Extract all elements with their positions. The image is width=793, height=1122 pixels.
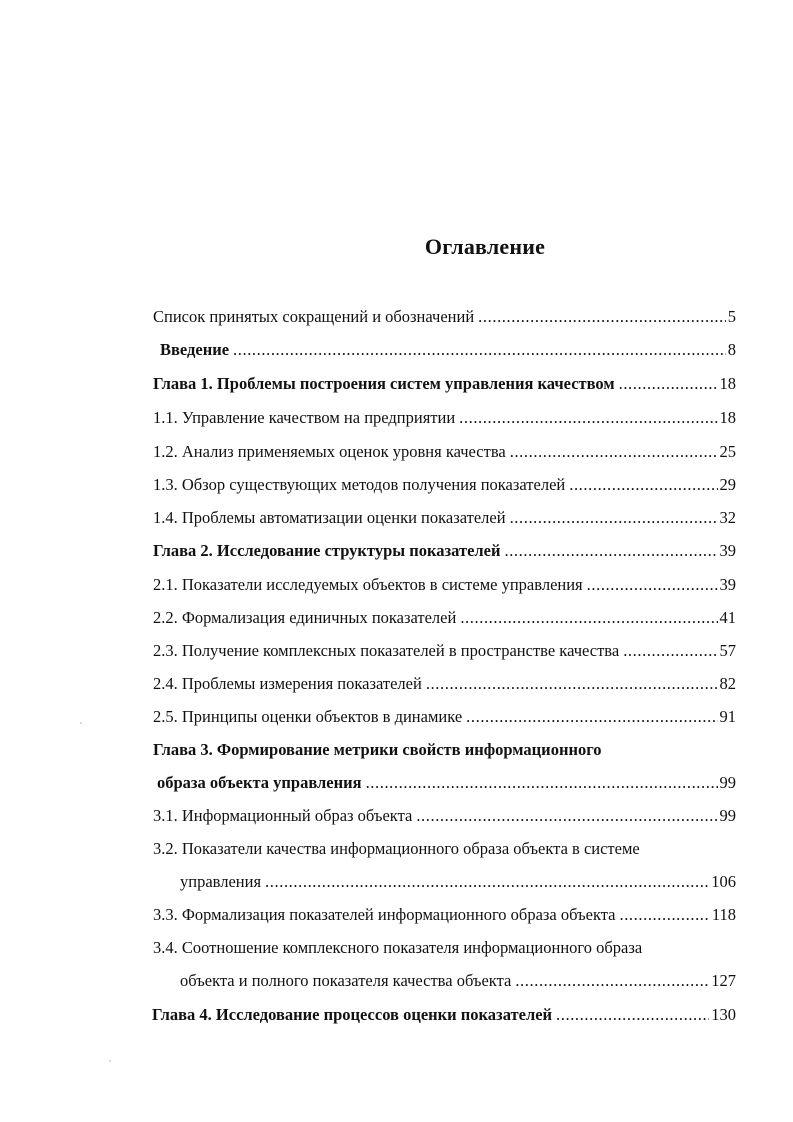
toc-leader-dots xyxy=(478,304,726,330)
toc-entry-label: 3.1. Информационный образ объекта xyxy=(153,806,413,825)
toc-entry-introduction[interactable] xyxy=(160,337,736,363)
toc-entry-label: 2.3. Получение комплексных показателей в пространстве качества xyxy=(153,641,620,660)
scan-speck xyxy=(80,722,82,724)
toc-entry-page: 32 xyxy=(719,508,736,527)
scan-speck xyxy=(109,1060,111,1062)
toc-entry-label: образа объекта управления xyxy=(157,773,362,792)
toc-leader-dots xyxy=(265,869,709,895)
toc-leader-dots xyxy=(366,770,718,796)
toc-entry-label: 1.1. Управление качеством на предприятии xyxy=(153,408,456,427)
toc-chapter-3-line1[interactable]: Глава 3. Формирование метрики свойств информационного xyxy=(153,740,602,759)
toc-entry-page: 99 xyxy=(719,806,736,825)
toc-leader-dots xyxy=(515,968,709,994)
toc-entry-page: 106 xyxy=(711,872,736,891)
toc-entry-label: 2.5. Принципы оценки объектов в динамике xyxy=(153,707,463,726)
toc-leader-dots xyxy=(460,605,717,631)
toc-section-1-1[interactable] xyxy=(153,405,736,431)
toc-chapter-2[interactable] xyxy=(153,538,736,564)
toc-entry-label: 2.2. Формализация единичных показателей xyxy=(153,608,457,627)
toc-section-3-2-line1[interactable]: 3.2. Показатели качества информационного образа объекта в системе xyxy=(153,839,640,858)
toc-leader-dots xyxy=(587,572,718,598)
toc-entry-label: 2.1. Показатели исследуемых объектов в системе управления xyxy=(153,575,583,594)
page-title: Оглавление xyxy=(424,234,546,259)
toc-section-3-3[interactable] xyxy=(153,902,736,928)
toc-entry-page: 127 xyxy=(711,971,736,990)
toc-section-3-4-line1[interactable]: 3.4. Соотношение комплексного показателя информационного образа xyxy=(153,938,643,957)
toc-entry-label: Глава 1. Проблемы построения систем управления качеством xyxy=(153,374,615,393)
toc-entry-label: Глава 2. Исследование структуры показателей xyxy=(153,541,501,560)
toc-section-1-4[interactable] xyxy=(153,505,736,531)
toc-entry-label: 2.4. Проблемы измерения показателей xyxy=(153,674,422,693)
toc-entry-page: 39 xyxy=(719,575,736,594)
toc-entry-page: 39 xyxy=(719,541,736,560)
toc-section-2-5[interactable] xyxy=(153,704,736,730)
toc-entry-page: 29 xyxy=(719,475,736,494)
toc-entry-page: 130 xyxy=(711,1005,736,1024)
toc-section-2-3[interactable] xyxy=(153,638,736,664)
toc-section-3-4[interactable] xyxy=(180,968,736,994)
toc-entry-label: 3.3. Формализация показателей информационного образа объекта xyxy=(153,905,616,924)
toc-leader-dots xyxy=(623,638,717,664)
toc-leader-dots xyxy=(466,704,717,730)
toc-leader-dots xyxy=(416,803,717,829)
toc-leader-dots xyxy=(619,371,718,397)
toc-entry-label: объекта и полного показателя качества объекта xyxy=(180,971,512,990)
toc-entry-label: управления xyxy=(180,872,262,891)
toc-entry-label: 1.4. Проблемы автоматизации оценки показателей xyxy=(153,508,506,527)
toc-entry-label: Введение xyxy=(160,340,230,359)
toc-leader-dots xyxy=(233,337,726,363)
toc-entry-label: Список принятых сокращений и обозначений xyxy=(153,307,475,326)
toc-leader-dots xyxy=(569,472,717,498)
toc-entry-page: 25 xyxy=(719,442,736,461)
toc-leader-dots xyxy=(504,538,717,564)
toc-entry-page: 41 xyxy=(719,608,736,627)
toc-entry[interactable] xyxy=(153,304,736,330)
toc-section-3-1[interactable] xyxy=(153,803,736,829)
toc-chapter-1[interactable] xyxy=(153,371,736,397)
toc-section-2-2[interactable] xyxy=(153,605,736,631)
toc-section-1-2[interactable] xyxy=(153,439,736,465)
toc-entry-label: Глава 4. Исследование процессов оценки показателей xyxy=(152,1005,553,1024)
toc-leader-dots xyxy=(556,1002,709,1028)
toc-leader-dots xyxy=(459,405,717,431)
toc-entry-page: 99 xyxy=(719,773,736,792)
toc-entry-page: 91 xyxy=(719,707,736,726)
toc-entry-page: 57 xyxy=(719,641,736,660)
toc-leader-dots xyxy=(619,902,709,928)
toc-section-1-3[interactable] xyxy=(153,472,736,498)
toc-entry-page: 82 xyxy=(719,674,736,693)
toc-entry-label: 1.3. Обзор существующих методов получения показателей xyxy=(153,475,566,494)
toc-chapter-4[interactable] xyxy=(152,1002,736,1028)
toc-entry-page: 118 xyxy=(711,905,736,924)
toc-section-2-1[interactable] xyxy=(153,572,736,598)
toc-section-2-4[interactable] xyxy=(153,671,736,697)
toc-leader-dots xyxy=(426,671,718,697)
toc-entry-page: 5 xyxy=(727,307,736,326)
toc-entry-page: 18 xyxy=(719,374,736,393)
toc-entry-page: 18 xyxy=(719,408,736,427)
toc-section-3-2[interactable] xyxy=(180,869,736,895)
toc-leader-dots xyxy=(510,439,718,465)
toc-entry-label: 1.2. Анализ применяемых оценок уровня качества xyxy=(153,442,506,461)
toc-leader-dots xyxy=(510,505,718,531)
toc-entry-page: 8 xyxy=(727,340,736,359)
toc-chapter-3[interactable] xyxy=(157,770,736,796)
